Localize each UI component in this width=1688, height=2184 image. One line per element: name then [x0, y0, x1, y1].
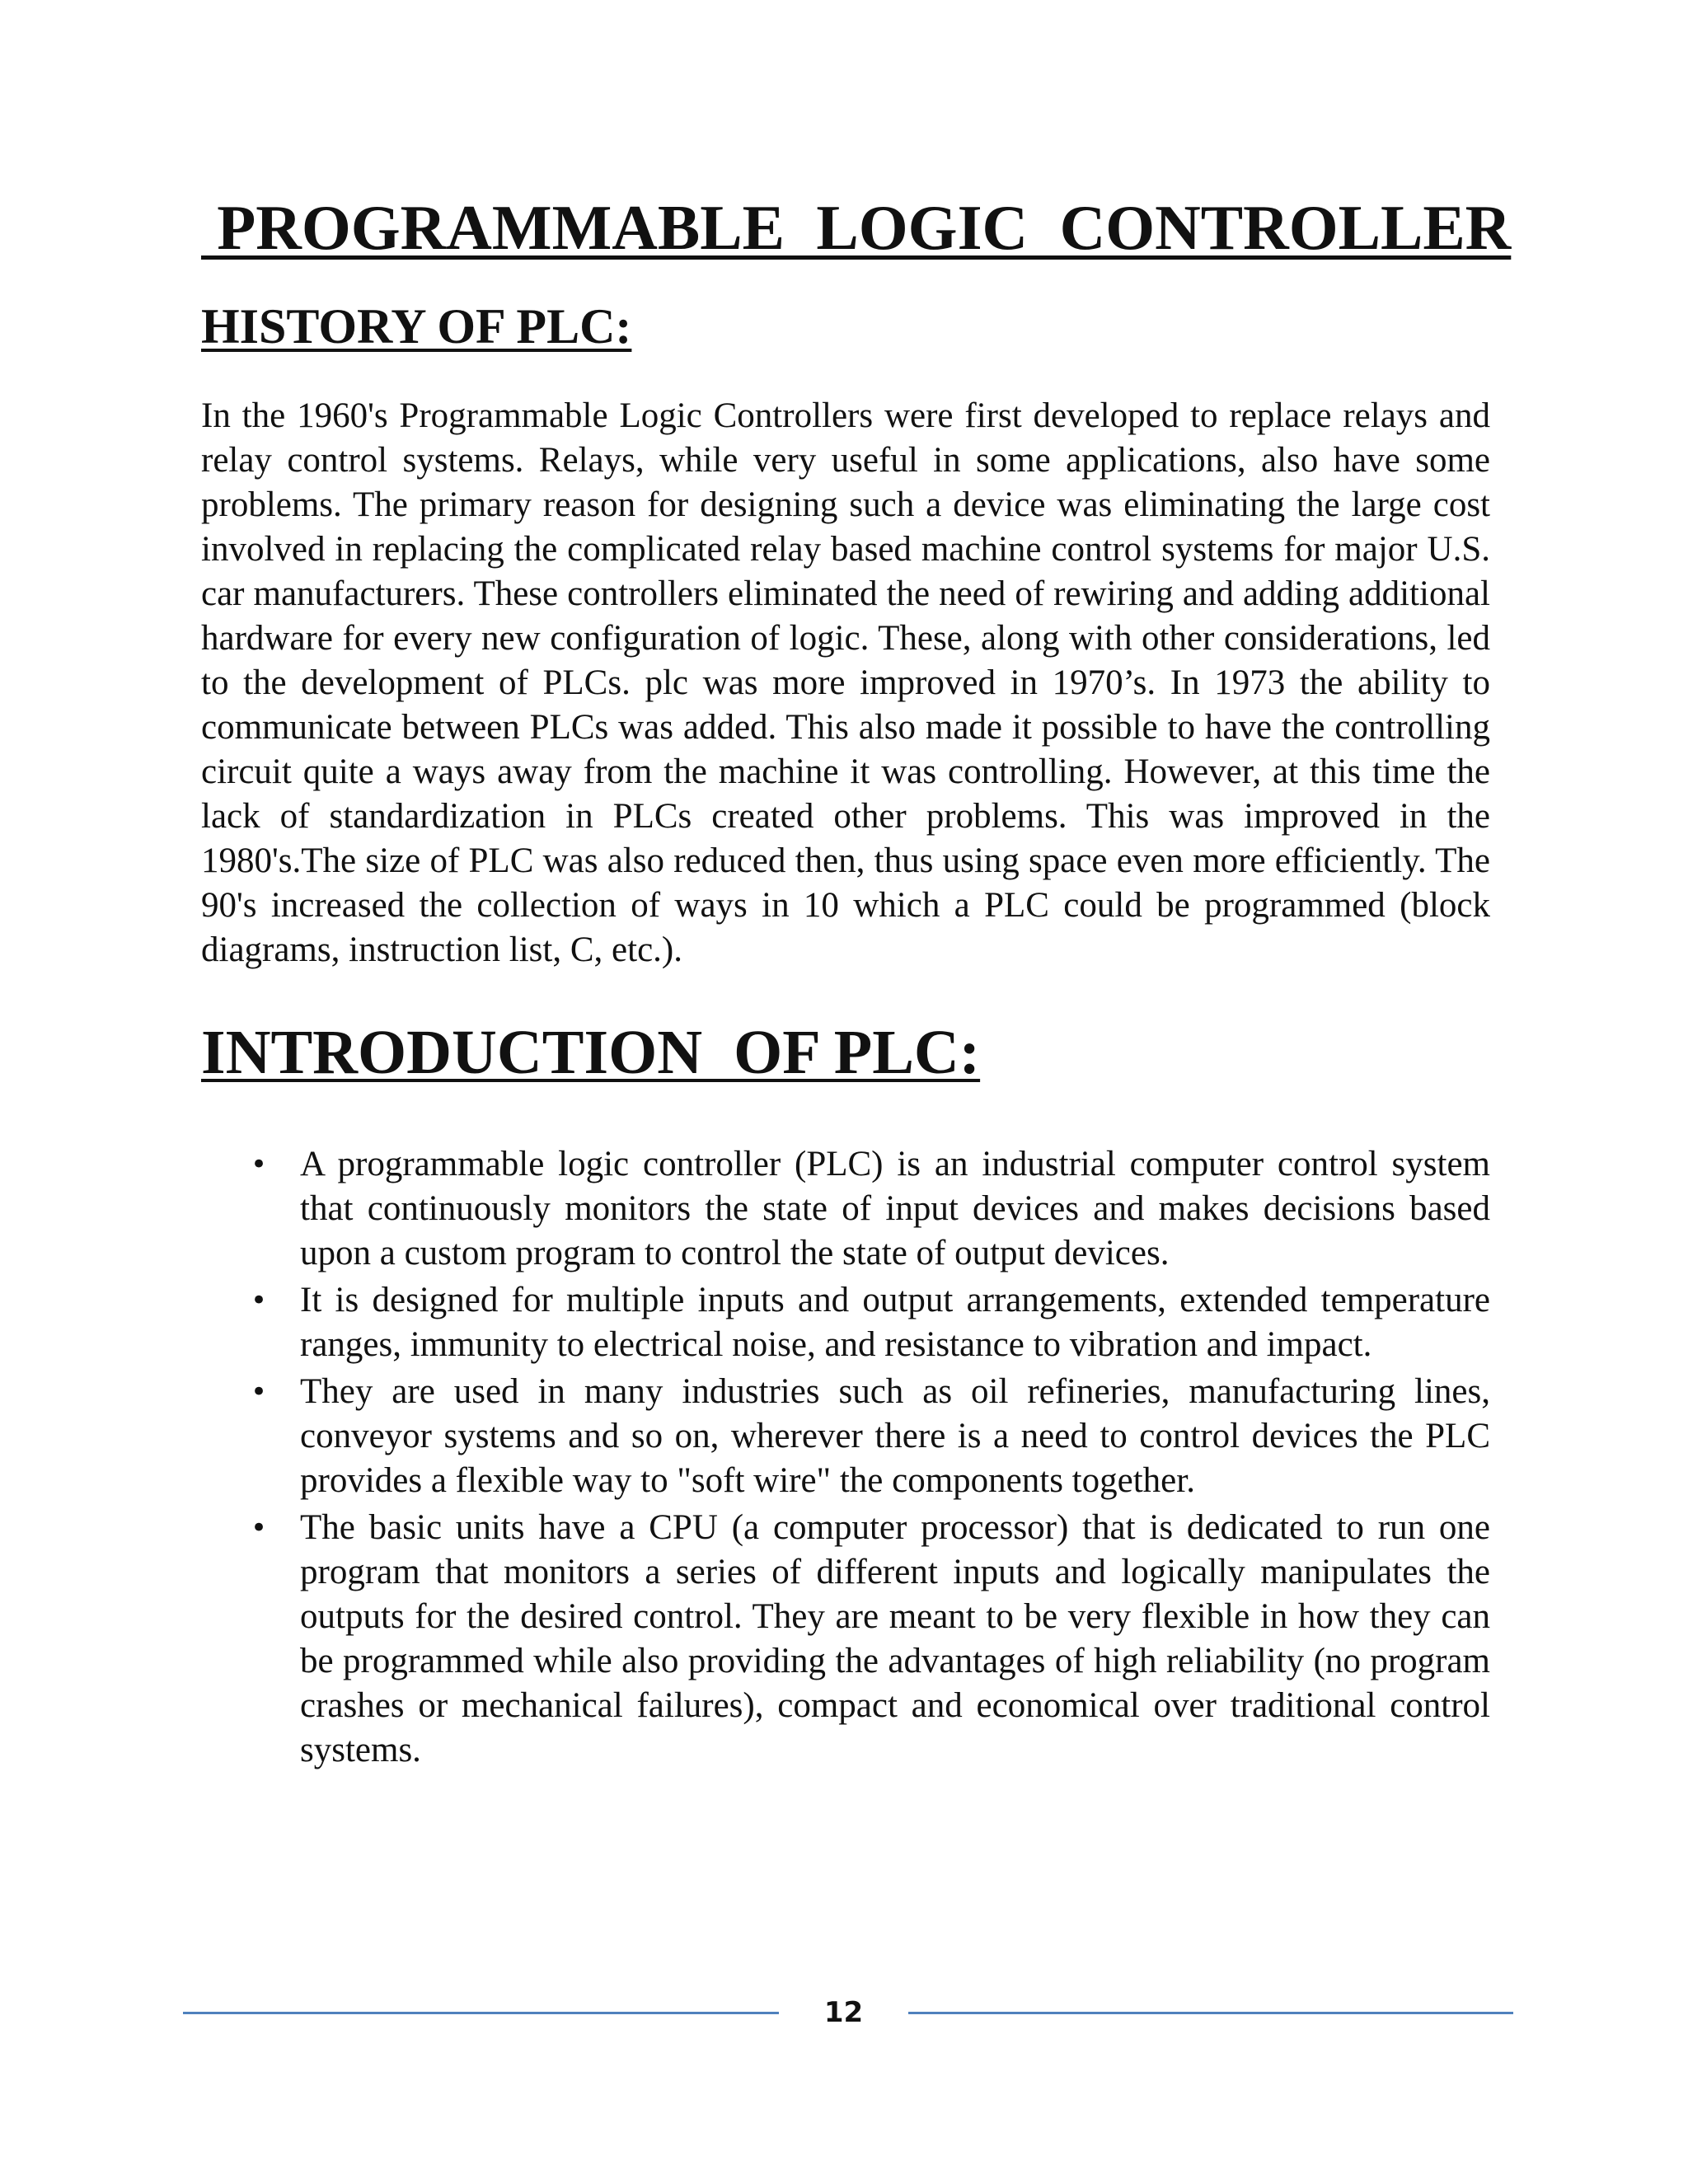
- page-content: [201, 190, 1512, 1775]
- document-title: PROGRAMMABLE LOGIC CONTROLLER: [201, 192, 1512, 263]
- history-paragraph: In the 1960's Programmable Logic Controllers were first developed to replace relays and relay control systems. Relays, while very useful in some applications, also have some problems. The primary reason for designing such a device was eliminating the large cost involved in replacing the complicated relay based machine control systems for major U.S. car manufacturers. These controllers eliminated the need of rewiring and adding additional hardware for every new configuration of logic. These, along with other considerations, led to the development of PLCs. plc was more improved in 1970’s. In 1973 the ability to communicate between PLCs was added. This also made it possible to have the controlling circuit quite a ways away from the machine it was controlling. However, at this time the lack of standardization in PLCs created other problems. This was improved in the 1980's.The size of PLC was also reduced then, thus using space even more efficiently. The 90's increased the collection of ways in 10 which a PLC could be programmed (block diagrams, instruction list, C, etc.).: [201, 396, 1490, 970]
- list-item: [201, 1142, 1490, 1276]
- introduction-heading: INTRODUCTION OF PLC:: [201, 1018, 981, 1088]
- list-item-text: They are used in many industries such as oil refineries, manufacturing lines, conveyor systems and so on, wherever there is a need to control devices the PLC provides a flexible way to "soft wire" the components together.: [300, 1371, 1490, 1500]
- footer-rule-right: [908, 2012, 1513, 2014]
- page-footer: [183, 1996, 1513, 2029]
- bullet-icon: •: [251, 1511, 268, 1544]
- list-item-text: The basic units have a CPU (a computer processor) that is dedicated to run one program that monitors a series of different inputs and logically manipulates the outputs for the desired control. They are meant to be very flexible in how they can be programmed while also providing the advantages of high reliability (no program crashes or mechanical failures), compact and economical over traditional control systems.: [300, 1507, 1490, 1769]
- list-item: [201, 1506, 1490, 1773]
- list-item: [201, 1278, 1490, 1367]
- footer-rule-left: [183, 2012, 779, 2014]
- page-number: 12: [823, 1996, 864, 2029]
- bullet-icon: •: [251, 1375, 268, 1408]
- list-item-text: It is designed for multiple inputs and output arrangements, extended temperature ranges, immunity to electrical noise, and resistance to vibration and impact.: [300, 1280, 1490, 1364]
- list-item: [201, 1370, 1490, 1503]
- bullet-icon: •: [251, 1147, 268, 1181]
- history-heading: HISTORY OF PLC:: [201, 299, 632, 354]
- list-item-text: A programmable logic controller (PLC) is an industrial computer control system that continuously monitors the state of input devices and makes decisions based upon a custom program to control the state of output devices.: [300, 1144, 1490, 1272]
- bullet-icon: •: [251, 1283, 268, 1317]
- introduction-bullet-list: [201, 1142, 1490, 1773]
